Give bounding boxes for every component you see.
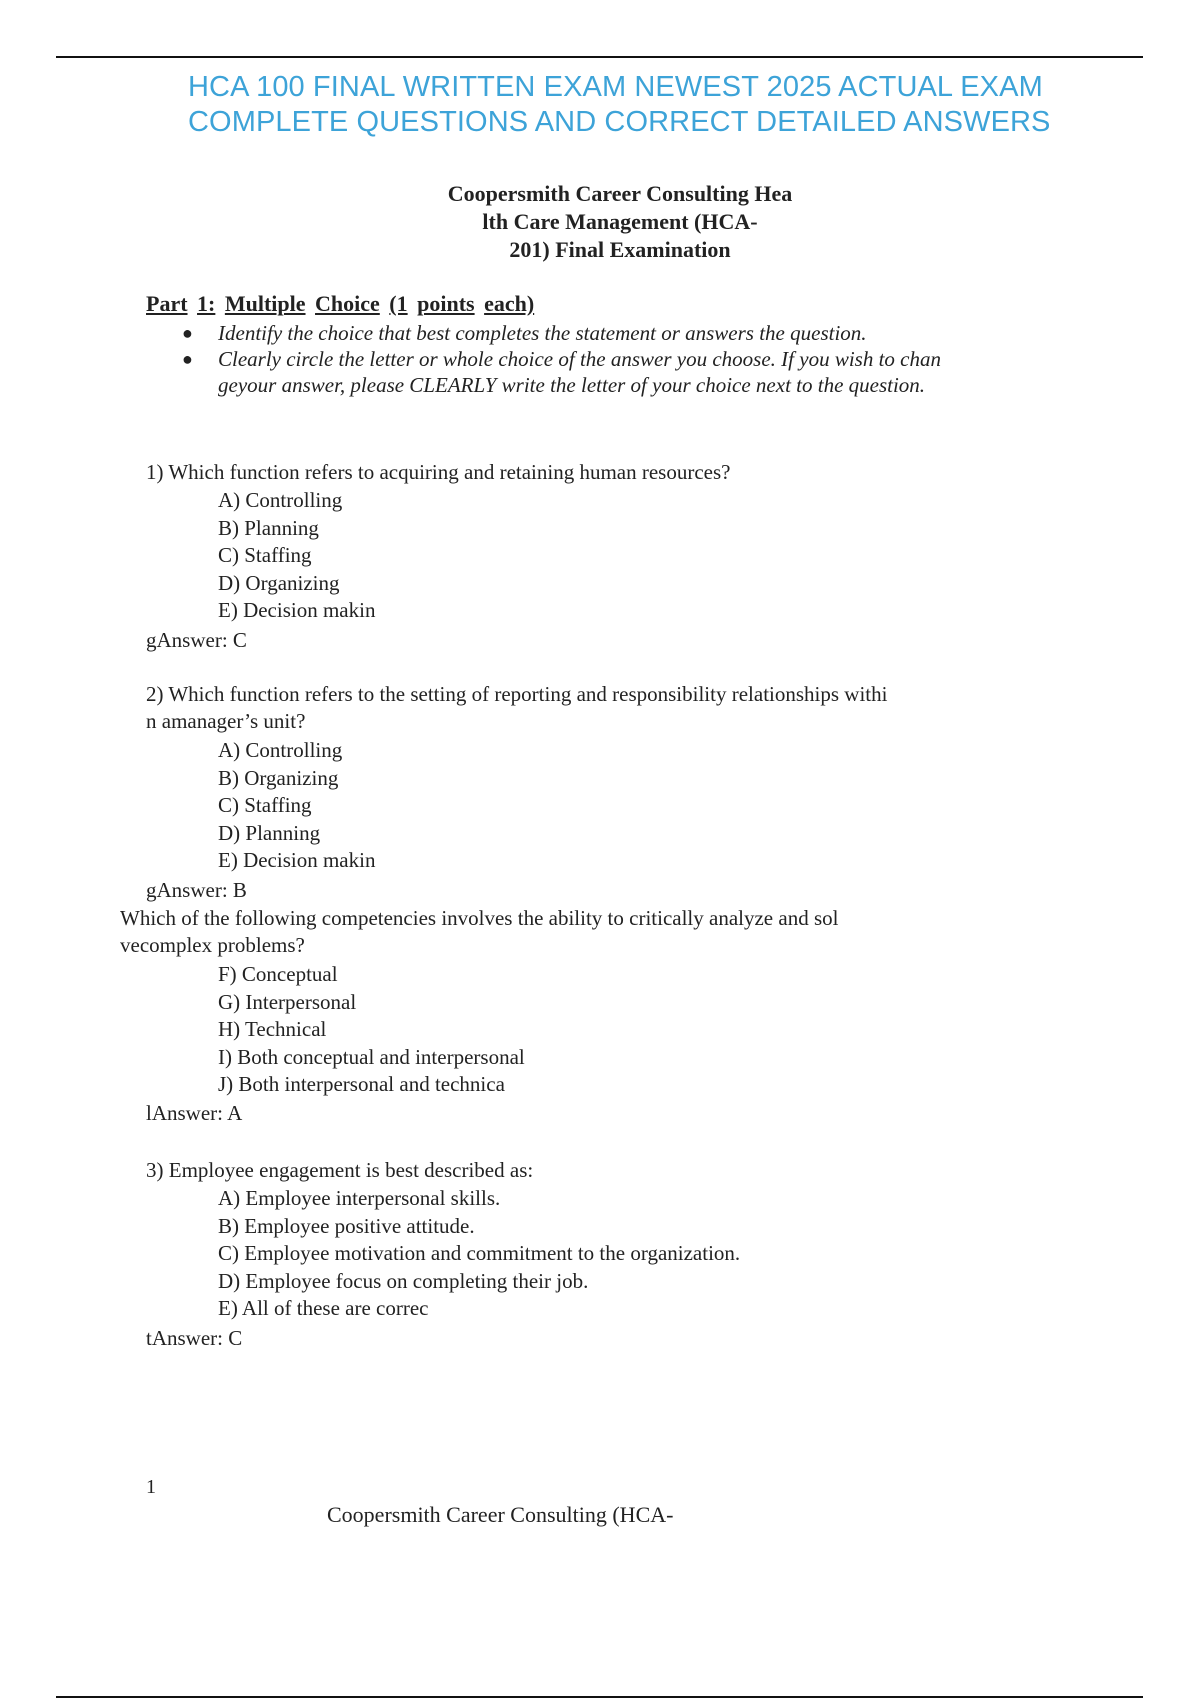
option: E) Decision makin bbox=[218, 848, 376, 872]
option: J) Both interpersonal and technica bbox=[218, 1072, 505, 1096]
option: F) Conceptual bbox=[218, 962, 338, 986]
question-stem-line: Which of the following competencies involves the ability to critically analyze and sol bbox=[120, 906, 839, 930]
exam-title bbox=[300, 180, 940, 264]
part-choice: Choice bbox=[315, 291, 380, 316]
part-points: points bbox=[417, 291, 475, 316]
question-stem-line: 1) Which function refers to acquiring and retaining human resources? bbox=[146, 460, 731, 484]
instruction-item bbox=[180, 320, 1100, 346]
question-stem-line: vecomplex problems? bbox=[120, 933, 305, 957]
part-points-count: (1 bbox=[389, 291, 408, 316]
option: B) Planning bbox=[218, 515, 319, 540]
option: A) Employee interpersonal skills. bbox=[218, 1186, 501, 1210]
question-stem-line: n amanager’s unit? bbox=[146, 709, 306, 733]
part-multiple: Multiple bbox=[224, 291, 306, 316]
option: C) Staffing bbox=[218, 793, 312, 817]
title-line-1: Coopersmith Career Consulting Hea bbox=[447, 181, 793, 206]
bullet-icon: ● bbox=[182, 349, 193, 369]
option: A) Controlling bbox=[218, 488, 343, 512]
instructions-list bbox=[180, 320, 1100, 398]
top-rule bbox=[56, 56, 1143, 58]
instruction-text-2b: geyour answer, please CLEARLY write the letter of your choice next to the question. bbox=[218, 373, 926, 397]
question-3-answer: tAnswer: C bbox=[146, 1326, 243, 1350]
question-1-options bbox=[218, 487, 375, 625]
page-footer: Coopersmith Career Consulting (HCA- bbox=[327, 1502, 674, 1527]
title-line-2: lth Care Management (HCA- bbox=[482, 209, 758, 234]
option: C) Staffing bbox=[218, 543, 312, 567]
question-2-answer: gAnswer: B bbox=[146, 878, 247, 902]
question-competencies-stem bbox=[120, 905, 838, 959]
option: E) Decision makin bbox=[218, 598, 376, 622]
title-line-3: 201) Final Examination bbox=[509, 237, 731, 262]
part-heading bbox=[146, 291, 538, 317]
option: D) Planning bbox=[218, 820, 321, 845]
instruction-text-1: Identify the choice that best completes the statement or answers the question. bbox=[218, 321, 867, 345]
question-3-options bbox=[218, 1185, 740, 1323]
question-1-stem bbox=[146, 459, 730, 486]
banner-line-1: HCA 100 FINAL WRITTEN EXAM NEWEST 2025 ACTUAL EXAM bbox=[188, 71, 1043, 103]
option: I) Both conceptual and interpersonal bbox=[218, 1044, 525, 1069]
part-number: 1: bbox=[197, 291, 216, 316]
question-2-options bbox=[218, 737, 375, 875]
question-competencies-options bbox=[218, 961, 525, 1099]
document-banner bbox=[188, 70, 1148, 140]
question-stem-line: 2) Which function refers to the setting of reporting and responsibility relationships withi bbox=[146, 682, 888, 706]
option: D) Employee focus on completing their job. bbox=[218, 1268, 589, 1293]
question-competencies-answer: lAnswer: A bbox=[146, 1101, 243, 1125]
instruction-text-2a: Clearly circle the letter or whole choice of the answer you choose. If you wish to chan bbox=[218, 347, 941, 371]
option: B) Organizing bbox=[218, 765, 339, 790]
question-1-answer: gAnswer: C bbox=[146, 628, 247, 652]
question-stem-line: 3) Employee engagement is best described as: bbox=[146, 1158, 534, 1182]
bottom-rule bbox=[56, 1696, 1143, 1698]
part-word: Part bbox=[146, 291, 188, 316]
option: B) Employee positive attitude. bbox=[218, 1213, 475, 1238]
option: C) Employee motivation and commitment to the organization. bbox=[218, 1241, 741, 1265]
option: E) All of these are correc bbox=[218, 1296, 429, 1320]
instruction-item bbox=[180, 346, 1100, 398]
option: D) Organizing bbox=[218, 570, 340, 595]
option: G) Interpersonal bbox=[218, 989, 357, 1014]
part-each: each) bbox=[484, 291, 535, 316]
bullet-icon: ● bbox=[182, 323, 193, 343]
banner-line-2: COMPLETE QUESTIONS AND CORRECT DETAILED ANSWERS bbox=[188, 106, 1051, 138]
option: H) Technical bbox=[218, 1017, 327, 1041]
question-3-stem bbox=[146, 1157, 533, 1184]
option: A) Controlling bbox=[218, 738, 343, 762]
page-number: 1 bbox=[146, 1476, 156, 1498]
question-2-stem bbox=[146, 681, 887, 735]
